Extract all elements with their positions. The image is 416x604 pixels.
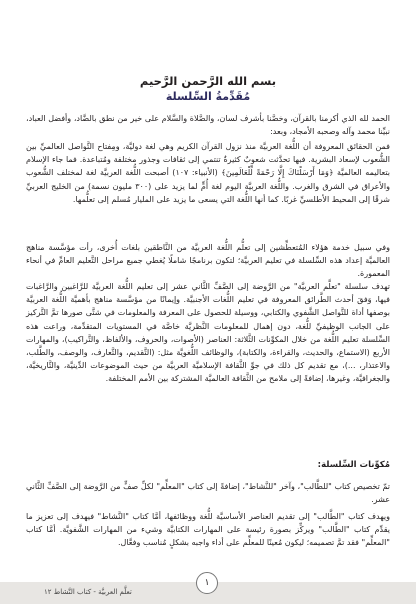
paragraph-text: ويهدف كتاب "الطَّالب" إلى تقديم العناصر الأساسيَّة للُّغة ووظائفها، أمَّا كتاب "النَّشاط" فيهدف إلى تعزيز ما يقدِّم كتاب "الطَّالب" ويركِّز بصورة رئيسة على المهارات الكتابيَّة وشيء من المهارات الشَّفويَّة. أمَّا كتاب "المعلِّم" فقد تمَّ تصميمه؛ ليكون مُعينًا للمعلِّم على أداء واجبه بشكلٍ مُناسب وفعَّال. bbox=[26, 512, 390, 548]
paragraph-opening bbox=[26, 112, 390, 138]
paragraph-components bbox=[26, 480, 390, 506]
basmala: بسم الله الرَّحمن الرَّحيم bbox=[139, 74, 277, 88]
page-title: مُقَدِّمةُ السِّلسلة bbox=[165, 90, 251, 103]
paragraph-series-goals bbox=[26, 280, 390, 386]
paragraph-text: تهدف سلسلة "تعلَّم العربيَّة" من الرَّوضة إلى الصَّفِّ الثَّاني عشر إلى تعليم اللُّغة العربيَّة للرَّاغبين والرَّاغبات فيها، وَفقَ أحدث الطَّرائق المعروفة في تعليم اللُّغات الأجنبيَّة. وإيمانًا من مؤسَّسة مناهج بأهميَّة اللُّغة العربيَّة بوصفها أداة للتَّواصل الشَّفوي والكتابي، ووسيلة للحصول على المعرفة والمعلومات في شتَّى صورها تمَّ التَّركيز على الجانب الوظيفيِّ للُّغة، دون إهمال للمعلومات النَّظريَّة خاصَّة في المستويات المتقدِّمة، وراعت هذه السِّلسلة تعليم اللُّغة من خلال المكوِّنات الثَّلاثة: العناصر (الأصوات، والحروف، والألفاظ، والتَّراكيب)، والمهارات الأربع (الاستماع، والحديث، والقراءة، والكتابة)، والوظائف اللُّغويَّة مثل: (التَّقديم، والتَّعارف، والوصف، والطَّلب، والاعتذار، ...)، مع تقديم كل ذلك في جوِّ الثَّقافة الإسلاميَّة العربيَّة من حيث الموضوعات الدِّينيَّة، والتَّاريخيَّة، والجغرافيَّة، وغيرها، إضافةً إلى ملامح من الثَّقافة العالميَّة المشتركة بين الأمم المختلفة. bbox=[26, 282, 390, 384]
paragraph-books-description bbox=[26, 510, 390, 550]
section-heading-components: مُكوِّنات السِّلسلة: bbox=[317, 460, 390, 470]
paragraph-text: الحمد لله الذي أكرمنا بالقرآن، وخصَّنا بأشرف لسان، والصَّلاة والسَّلام على خير من نطق بالضَّاد، وأفضل العباد، نبيِّنا محمد وآله وصحبه الأمجاد، وبعد: bbox=[26, 114, 390, 137]
paragraph-series-purpose bbox=[26, 241, 390, 281]
paragraph-text: فمن الحقائق المعروفة أن اللُّغة العربيَّة منذ نزول القرآن الكريم وهي لغة دوليَّة، ومِفتاح التَّواصل العالميِّ بين الشُّعوب لإسعاد البشرية. فبها تحدَّثت شعوبٌ كثيرةٌ تنتمي إلى ثقافات وجذور مختلفة ومُتباعدة. فما جاء الإسلام بتعاليمه العالميَّة ﴿وَمَا أَرْسَلْنَاكَ إِلَّا رَحْمَةً لِّلْعَالَمِينَ﴾ (الأنبياء: ١٠٧) أصبحت اللُّغة العربيَّة لغة لمختلف الشُّعوب والأعراق في الشرق والغرب. واللُّغة العربيَّة اليوم لغة أُمٍّ لما يزيد على (٣٠٠ مليون نسمة) من الخليج العربيِّ شرقًا إلى المحيط الأطلسيِّ غربًا. كما أنها اللُّغة التي يسعى ما يزيد على المليار مُسلم إلى تعلُّمها. bbox=[26, 142, 390, 204]
paragraph-arabic-language bbox=[26, 140, 390, 206]
paragraph-text: وفي سبيل خدمة هؤلاء المُتعطِّشين إلى تعلُّم اللُّغة العربيَّة من النَّاطقين بلغات أُخرى، رأت مؤسَّسة مناهج العالميَّة إعداد هذه السِّلسلة في تعليم العربيَّة؛ لتكون برنامجًا شاملًا يُغطي جميع مراحل التَّعليم العامِّ في أنحاء المعمورة. bbox=[26, 243, 390, 279]
paragraph-text: تمّ تخصيص كتاب "للطَّالب"، وآخر "للنَّشاط"، إضافةً إلى كتاب "المعلِّم" لكلِّ صفٍّ من الرَّوضة إلى الصَّفِّ الثَّاني عشر. bbox=[26, 482, 390, 505]
page-number-badge: ١ bbox=[196, 572, 218, 594]
footer-book-title: تعلَّم العربيَّة - كتاب النَّشاط ١٢ bbox=[44, 588, 132, 596]
